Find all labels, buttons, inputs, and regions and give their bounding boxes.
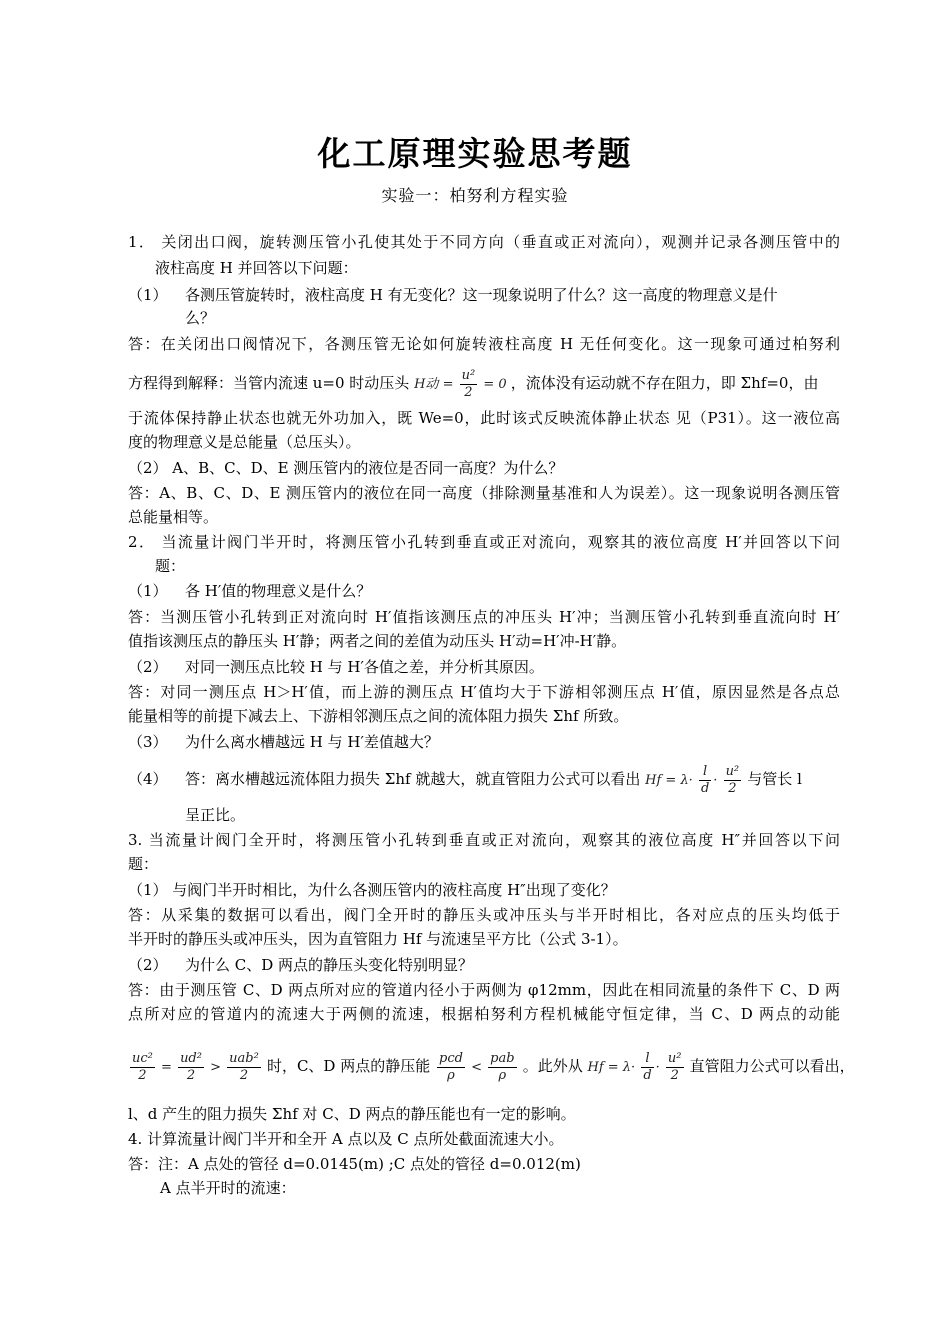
- formula-friction-loss-2: Hf = λ· $\frac{l}{d}$ · $\frac{\text{u²}}{2}$: [587, 1051, 682, 1083]
- answer-2-2-line1: 答：对同一测压点 H＞H′值，而上游的测压点 H′值均大于下游相邻测压点 H′值，原因显然是各点总: [128, 683, 840, 701]
- subquestion-2-4-cont: 呈正比。: [185, 806, 246, 824]
- answer-3-1-line2: 半开时的静压头或冲压头，因为直管阻力 Hf 与流速呈平方比（公式 3-1）。: [128, 930, 628, 948]
- subquestion-1-1: [128, 284, 840, 306]
- subquestion-1-2: （2） A、B、C、D、E 测压管内的液位是否同一高度？为什么？: [128, 459, 564, 477]
- answer-3-2-line4: l、d 产生的阻力损失 Σhf 对 C、D 两点的静压能也有一定的影响。: [128, 1105, 576, 1123]
- question-2: 2． 当流量计阀门半开时，将测压管小孔转到垂直或正对流向，观察其的液位高度 H′并回答以下问: [128, 533, 840, 551]
- answer-4-line1: 答：注：A 点处的管径 d=0.0145(m) ;C 点处的管径 d=0.012(m): [128, 1155, 581, 1173]
- formula-friction-loss: Hf = λ· $\frac{l}{d}$ · $\frac{\text{u²}}{2}$: [645, 764, 740, 796]
- page-title: 化工原理实验思考题: [317, 134, 633, 173]
- formula-dynamic-head: H动 = $\frac{\text{u²}}{2}$ = 0: [414, 368, 507, 400]
- subquestion-3-1: （1） 与阀门半开时相比，为什么各测压管内的液柱高度 H″出现了变化？: [128, 881, 616, 899]
- answer-2-1-line1: 答：当测压管小孔转到正对流向时 H′值指该测压点的冲压头 H′冲；当测压管小孔转到垂直流向时 H′: [128, 608, 840, 626]
- subquestion-2-4: （4） 答：离水槽越远流体阻力损失 Σhf 就越大，就直管阻力公式可以看出 Hf = λ· $\frac{l}{d}$ · $\frac{\text{u²}}{2}$ 与管长 l: [128, 764, 802, 796]
- answer-1-1-line4: 度的物理意义是总能量（总压头）。: [128, 433, 361, 451]
- page-subtitle: 实验一：柏努利方程实验: [381, 186, 569, 205]
- answer-1-2-line2: 总能量相等。: [128, 508, 219, 526]
- answer-3-2-line3: $\frac{\text{uc²}}{2}$ = $\frac{\text{ud²}}{2}$ > $\frac{\text{uab²}}{2}$ 时，C、D 两点的静压能 $\frac{\text{pcd}}{\rho}$ < $\frac{\text{pab}}{\rho}$ 。此外从 Hf = λ· $\frac{l}{d}$ · $\frac{\text{u²}}{2}$ 直管阻力公式可以看出，: [128, 1047, 840, 1085]
- subquestion-2-3: （3） 为什么离水槽越远 H 与 H′差值越大？: [128, 733, 439, 751]
- answer-1-1-line3: 于流体保持静止状态也就无外功加入，既 We=0，此时该式反映流体静止状态 见（P31）。这一液位高: [128, 409, 840, 427]
- formula-static-pressure: $\frac{\text{pcd}}{\rho}$ < $\frac{\text{pab}}{\rho}$: [439, 1051, 515, 1083]
- answer-2-1-line2: 值指该测压点的静压头 H′静；两者之间的差值为动压头 H′动=H′冲-H′静。: [128, 632, 627, 650]
- answer-3-2-line1: 答：由于测压管 C、D 两点所对应的管道内径小于两侧为 φ12mm，因此在相同流量的条件下 C、D 两: [128, 981, 840, 999]
- subquestion-2-2: （2） 对同一测压点比较 H 与 H′各值之差，并分析其原因。: [128, 658, 544, 676]
- answer-3-1-line1: 答：从采集的数据可以看出，阀门全开时的静压头或冲压头与半开时相比，各对应点的压头均低于: [128, 906, 840, 924]
- subquestion-2-1: （1） 各 H′值的物理意义是什么？: [128, 582, 372, 600]
- subquestion-1-1-cont: 么？: [185, 309, 216, 327]
- formula-kinetic-energy: $\frac{\text{uc²}}{2}$ = $\frac{\text{ud²}}{2}$ > $\frac{\text{uab²}}{2}$: [132, 1051, 259, 1083]
- question-1: 1． 关闭出口阀，旋转测压管小孔使其处于不同方向（垂直或正对流向），观测并记录各测压管中的: [128, 233, 840, 251]
- answer-1-1-line1: 答：在关闭出口阀情况下，各测压管无论如何旋转液柱高度 H 无任何变化。这一现象可通过柏努利: [128, 335, 840, 353]
- subquestion-text: 各测压管旋转时，液柱高度 H 有无变化？这一现象说明了什么？这一高度的物理意义是什: [185, 286, 778, 304]
- question-3-cont: 题：: [128, 855, 159, 873]
- answer-2-2-line2: 能量相等的前提下减去上、下游相邻测压点之间的流体阻力损失 Σhf 所致。: [128, 707, 629, 725]
- question-2-cont: 题：: [155, 557, 186, 575]
- question-3: 3. 当流量计阀门全开时，将测压管小孔转到垂直或正对流向，观察其的液位高度 H″并回答以下问: [128, 831, 840, 849]
- answer-1-2-line1: 答：A、B、C、D、E 测压管内的液位在同一高度（排除测量基准和人为误差）。这一现象说明各测压管: [128, 484, 840, 502]
- subquestion-3-2: （2） 为什么 C、D 两点的静压头变化特别明显？: [128, 956, 474, 974]
- answer-3-2-line2: 点所对应的管道内的流速大于两侧的流速，根据柏努利方程机械能守恒定律，当 C、D 两点的动能: [128, 1005, 840, 1023]
- answer-4-line2: A 点半开时的流速：: [160, 1179, 296, 1197]
- question-4: 4. 计算流量计阀门半开和全开 A 点以及 C 点所处截面流速大小。: [128, 1130, 564, 1148]
- answer-text: 方程得到解释：当管内流速 u=0 时动压头: [128, 374, 410, 392]
- answer-text: ，流体没有运动就不存在阻力，即 Σhf=0，由: [510, 374, 819, 392]
- answer-1-1-line2: [128, 368, 840, 398]
- subquestion-number: （1）: [128, 286, 168, 304]
- question-1-cont: 液柱高度 H 并回答以下问题：: [155, 259, 358, 277]
